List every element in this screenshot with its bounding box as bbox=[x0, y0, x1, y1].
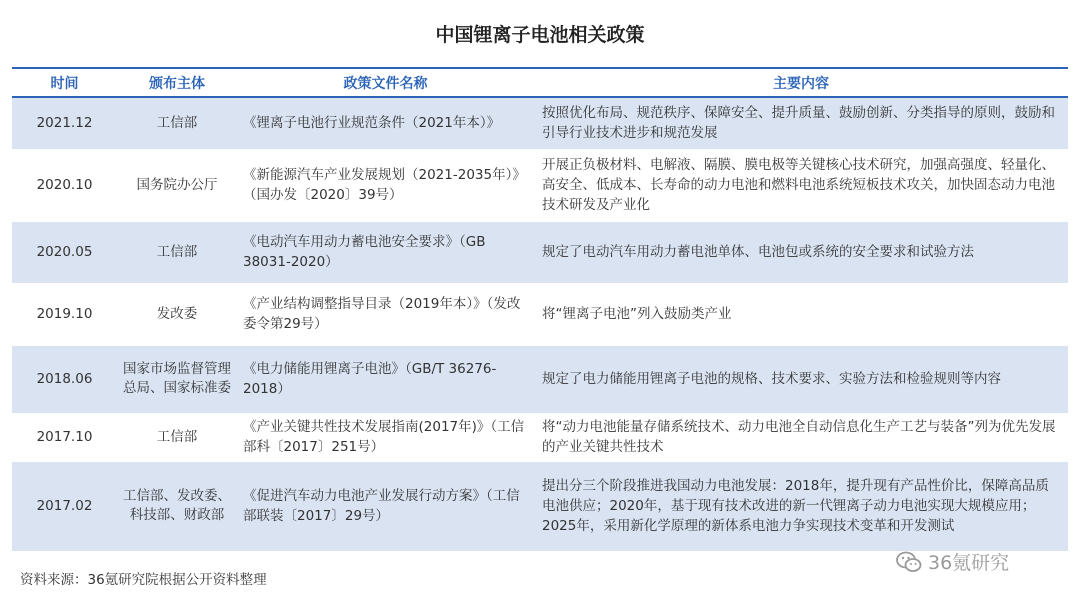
cell-content: 开展正负极材料、电解液、隔膜、膜电极等关键核心技术研究，加强高强度、轻量化、高安全、低成本、长寿命的动力电池和燃料电池系统短板技术攻关，加快固态动力电池技术研发及产业化 bbox=[534, 149, 1068, 221]
cell-time: 2021.12 bbox=[12, 97, 117, 149]
table-row bbox=[12, 149, 1068, 221]
table-row bbox=[12, 221, 1068, 283]
header-document: 政策文件名称 bbox=[237, 69, 534, 97]
cell-issuer: 国家市场监督管理总局、国家标准委 bbox=[117, 345, 237, 413]
policy-table bbox=[12, 67, 1068, 552]
cell-content: 按照优化布局、规范秩序、保障安全、提升质量、鼓励创新、分类指导的原则，鼓励和引导行业技术进步和规范发展 bbox=[534, 97, 1068, 149]
cell-time: 2018.06 bbox=[12, 345, 117, 413]
cell-content: 提出分三个阶段推进我国动力电池发展：2018年，提升现有产品性价比，保障高品质电池供应；2020年，基于现有技术改进的新一代锂离子动力电池实现大规模应用；2025年，采用新化学原理的新体系电池力争实现技术变革和开发测试 bbox=[534, 461, 1068, 551]
cell-document: 《产业结构调整指导目录（2019年本）》（发改委令第29号） bbox=[237, 283, 534, 345]
table-row bbox=[12, 345, 1068, 413]
cell-content: 将“锂离子电池”列入鼓励类产业 bbox=[534, 283, 1068, 345]
cell-time: 2020.10 bbox=[12, 149, 117, 221]
cell-content: 规定了电力储能用锂离子电池的规格、技术要求、实验方法和检验规则等内容 bbox=[534, 345, 1068, 413]
table-header-row bbox=[12, 69, 1068, 97]
cell-document: 《产业关键共性技术发展指南(2017年)》（工信部科〔2017〕251号） bbox=[237, 413, 534, 461]
cell-time: 2017.10 bbox=[12, 413, 117, 461]
cell-document: 《电动汽车用动力蓄电池安全要求》（GB 38031-2020） bbox=[237, 221, 534, 283]
cell-document: 《促进汽车动力电池产业发展行动方案》（工信部联装〔2017〕29号） bbox=[237, 461, 534, 551]
watermark bbox=[896, 548, 1009, 575]
cell-time: 2020.05 bbox=[12, 221, 117, 283]
cell-issuer: 工信部 bbox=[117, 97, 237, 149]
cell-issuer: 工信部 bbox=[117, 221, 237, 283]
cell-time: 2019.10 bbox=[12, 283, 117, 345]
cell-issuer: 发改委 bbox=[117, 283, 237, 345]
cell-document: 《锂离子电池行业规范条件（2021年本）》 bbox=[237, 97, 534, 149]
cell-issuer: 工信部、发改委、科技部、财政部 bbox=[117, 461, 237, 551]
source-note: 资料来源：36氪研究院根据公开资料整理 bbox=[20, 572, 267, 588]
cell-content: 将“动力电池能量存储系统技术、动力电池全自动信息化生产工艺与装备”列为优先发展的产业关键共性技术 bbox=[534, 413, 1068, 461]
cell-time: 2017.02 bbox=[12, 461, 117, 551]
cell-issuer: 国务院办公厅 bbox=[117, 149, 237, 221]
cell-document: 《新能源汽车产业发展规划（2021-2035年）》（国办发〔2020〕39号） bbox=[237, 149, 534, 221]
table-row bbox=[12, 283, 1068, 345]
header-time: 时间 bbox=[12, 69, 117, 97]
wechat-icon bbox=[896, 551, 922, 573]
watermark-text: 36氪研究 bbox=[928, 552, 1010, 574]
cell-issuer: 工信部 bbox=[117, 413, 237, 461]
cell-content: 规定了电动汽车用动力蓄电池单体、电池包或系统的安全要求和试验方法 bbox=[534, 221, 1068, 283]
header-content: 主要内容 bbox=[534, 69, 1068, 97]
table-row bbox=[12, 461, 1068, 551]
page-title: 中国锂离子电池相关政策 bbox=[435, 24, 645, 46]
header-issuer: 颁布主体 bbox=[117, 69, 237, 97]
table-row bbox=[12, 413, 1068, 461]
table-row bbox=[12, 97, 1068, 149]
cell-document: 《电力储能用锂离子电池》（GB/T 36276-2018） bbox=[237, 345, 534, 413]
